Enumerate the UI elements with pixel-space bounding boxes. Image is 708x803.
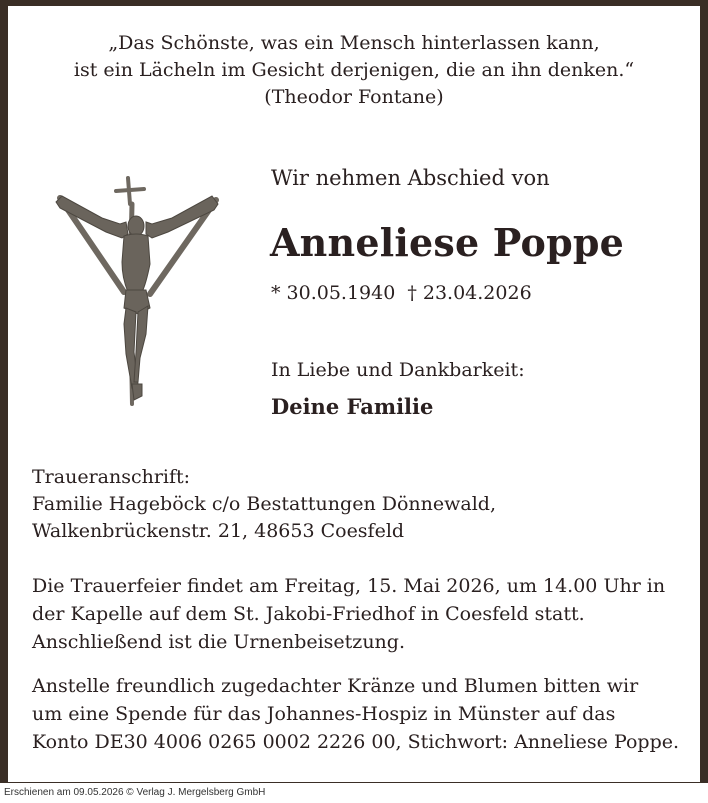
- paragraph-line: Anstelle freundlich zugedachter Kränze und Blumen bitten wir: [32, 675, 639, 697]
- paragraph-line: um eine Spende für das Johannes-Hospiz in Münster auf das: [32, 703, 616, 725]
- paragraph-line: der Kapelle auf dem St. Jakobi-Friedhof in Coesfeld statt.: [32, 603, 585, 625]
- ceremony-paragraph: [32, 572, 665, 656]
- publication-footer: [0, 782, 708, 803]
- quote-block: [8, 30, 700, 111]
- death-date: † 23.04.2026: [407, 282, 532, 304]
- thanks-text: In Liebe und Dankbarkeit:: [271, 359, 525, 381]
- intro-text: Wir nehmen Abschied von: [271, 166, 550, 190]
- birth-date: * 30.05.1940: [271, 282, 396, 304]
- publication-note: Erschienen am 09.05.2026 © Verlag J. Mergelsberg GmbH: [4, 787, 266, 798]
- address-line: Walkenbrückenstr. 21, 48653 Coesfeld: [32, 520, 405, 542]
- quote-line: ist ein Lächeln im Gesicht derjenigen, die an ihn denken.“: [73, 59, 635, 81]
- address-line: Familie Hageböck c/o Bestattungen Dönnewald,: [32, 493, 496, 515]
- crucifix-icon: [46, 174, 222, 418]
- deceased-name: Anneliese Poppe: [270, 220, 624, 265]
- family-signature: Deine Familie: [271, 394, 434, 419]
- mourning-address: [32, 464, 496, 545]
- address-label: Traueranschrift:: [32, 466, 191, 488]
- donation-paragraph: [32, 672, 679, 756]
- paragraph-line: Anschließend ist die Urnenbeisetzung.: [32, 631, 405, 653]
- quote-line: „Das Schönste, was ein Mensch hinterlassen kann,: [108, 32, 600, 54]
- obituary-notice: [8, 6, 700, 782]
- life-dates: [271, 282, 532, 304]
- paragraph-line: Konto DE30 4006 0265 0002 2226 00, Stichwort: Anneliese Poppe.: [32, 731, 680, 753]
- quote-author: (Theodor Fontane): [264, 86, 444, 108]
- paragraph-line: Die Trauerfeier findet am Freitag, 15. Mai 2026, um 14.00 Uhr in: [32, 575, 666, 597]
